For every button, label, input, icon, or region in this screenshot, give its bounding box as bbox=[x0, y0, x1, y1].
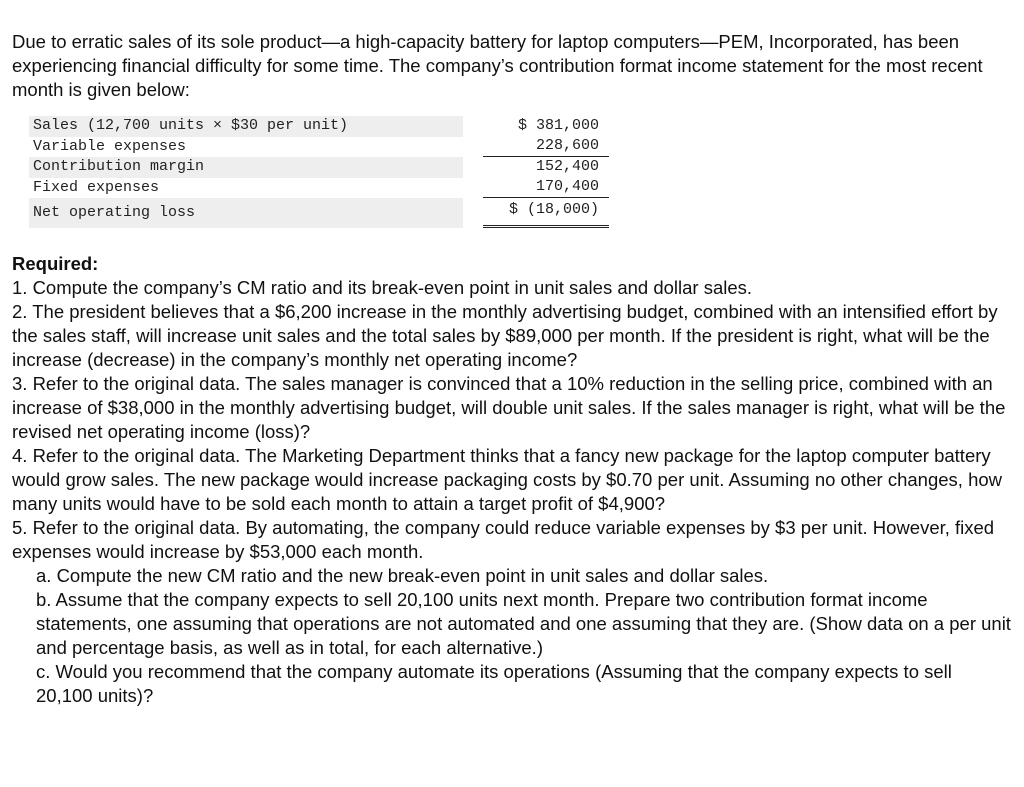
statement-label: Contribution margin bbox=[29, 157, 463, 178]
statement-row-variable-expenses bbox=[29, 137, 609, 158]
statement-value: 228,600 bbox=[483, 136, 609, 158]
required-heading: Required: bbox=[12, 253, 99, 274]
question-4: 4. Refer to the original data. The Marketing Department thinks that a fancy new package for the laptop computer battery would grow sales. The new package would increase packaging costs by $0.70 per unit. Assuming no other changes, how many units would have to be sold each month to attain a target profit of $4,900? bbox=[12, 445, 1003, 514]
statement-label: Variable expenses bbox=[33, 137, 187, 155]
document bbox=[12, 30, 1012, 708]
question-3: 3. Refer to the original data. The sales manager is convinced that a 10% reduction in the selling price, combined with an increase of $38,000 in the monthly advertising budget, will double unit sales. If the sales manager is right, what will be the revised net operating income (loss)? bbox=[12, 373, 1006, 442]
statement-value: $ 381,000 bbox=[517, 117, 599, 134]
subquestion-list bbox=[12, 564, 1012, 708]
question-5 bbox=[12, 516, 1012, 708]
statement-row-contribution-margin bbox=[29, 157, 609, 178]
question-1: 1. Compute the company’s CM ratio and its break-even point in unit sales and dollar sales. bbox=[12, 277, 753, 298]
question-5-text: 5. Refer to the original data. By automating, the company could reduce variable expenses by $3 per unit. However, fixed expenses would increase by $53,000 each month. bbox=[12, 517, 995, 562]
subquestion-c: c. Would you recommend that the company automate its operations (Assuming that the company expects to sell 20,100 units)? bbox=[36, 661, 952, 706]
statement-label: Net operating loss bbox=[29, 198, 463, 228]
statement-value: 152,400 bbox=[535, 158, 599, 175]
statement-label: Fixed expenses bbox=[33, 178, 160, 196]
statement-label: Sales (12,700 units × $30 per unit) bbox=[29, 116, 463, 137]
statement-row-sales bbox=[29, 116, 609, 137]
statement-value: $ (18,000) bbox=[483, 195, 609, 228]
question-2: 2. The president believes that a $6,200 increase in the monthly advertising budget, combined with an intensified effort by the sales staff, will increase unit sales and the total sales by $89,000 per month. If the president is right, what will be the increase (decrease) in the company’s monthly net operating income? bbox=[12, 301, 998, 370]
subquestion-a: a. Compute the new CM ratio and the new break-even point in unit sales and dollar sales. bbox=[36, 565, 769, 586]
income-statement bbox=[29, 116, 609, 228]
intro-paragraph: Due to erratic sales of its sole product—a high-capacity battery for laptop computers—PEM, Incorporated, has been experiencing financial difficulty for some time. The company’s contribution format income statement for the most recent month is given below: bbox=[12, 31, 983, 100]
statement-row-net-operating-loss bbox=[29, 198, 609, 228]
question-list bbox=[12, 276, 1012, 708]
subquestion-b: b. Assume that the company expects to sell 20,100 units next month. Prepare two contribution format income statements, one assuming that operations are not automated and one assuming that they are. (Show data on a per unit and percentage basis, as well as in total, for each alternative.) bbox=[36, 589, 1011, 658]
statement-value: 170,400 bbox=[483, 177, 609, 199]
